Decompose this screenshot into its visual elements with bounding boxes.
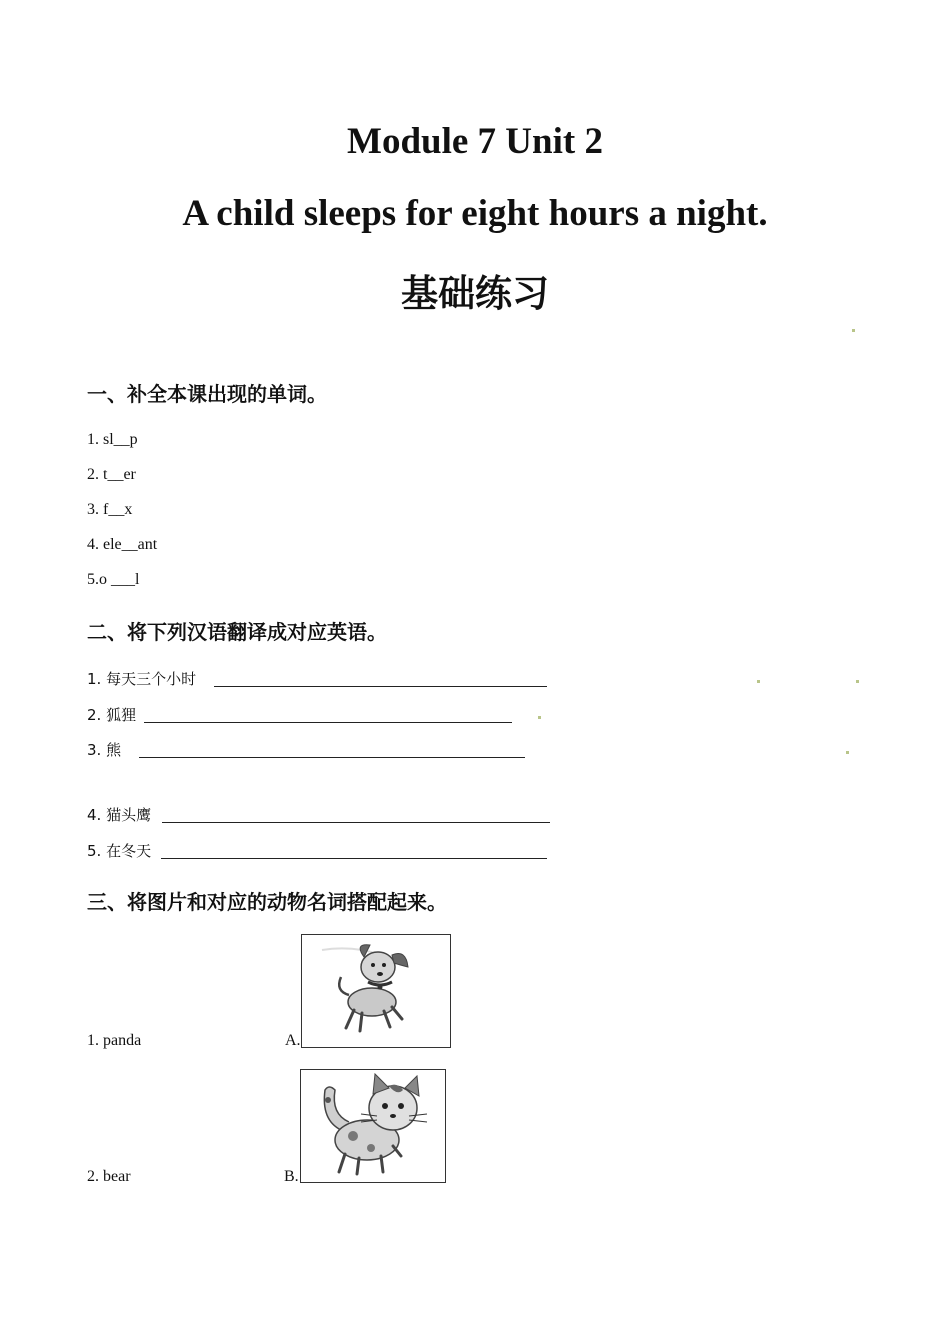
section-1-heading: 一、补全本课出现的单词。 <box>87 382 327 406</box>
answer-line[interactable] <box>144 722 512 723</box>
cat-illustration-icon <box>300 1069 446 1183</box>
page-title: Module 7 Unit 2 <box>347 121 603 162</box>
section-2-item-5: 5. 在冬天 <box>87 842 152 860</box>
match-word-2: 2. bear <box>87 1168 131 1185</box>
decor-dot <box>757 680 760 683</box>
section-1-item-4: 4. ele__ant <box>87 536 158 553</box>
answer-line[interactable] <box>139 757 525 758</box>
decor-dot <box>538 716 541 719</box>
section-1-item-5: 5.o ___l <box>87 571 140 588</box>
section-2-heading: 二、将下列汉语翻译成对应英语。 <box>87 620 387 644</box>
match-letter-a: A. <box>285 1032 301 1049</box>
decor-dot <box>846 751 849 754</box>
section-2-item-3: 3. 熊 <box>87 741 122 759</box>
answer-line[interactable] <box>161 858 547 859</box>
section-3-heading: 三、将图片和对应的动物名词搭配起来。 <box>87 890 447 914</box>
page-subtitle: A child sleeps for eight hours a night. <box>182 193 768 234</box>
dog-illustration-icon <box>301 934 451 1048</box>
section-1-item-1: 1. sl__p <box>87 431 138 448</box>
section-1-item-3: 3. f__x <box>87 501 133 518</box>
decor-dot <box>852 329 855 332</box>
section-2-item-2: 2. 狐狸 <box>87 706 137 724</box>
section-1-item-2: 2. t__er <box>87 466 136 483</box>
section-2-item-4: 4. 猫头鹰 <box>87 806 152 824</box>
answer-line[interactable] <box>162 822 550 823</box>
answer-line[interactable] <box>214 686 547 687</box>
section-2-item-1: 1. 每天三个小时 <box>87 670 197 688</box>
exercise-type: 基础练习 <box>401 272 549 315</box>
match-letter-b: B. <box>284 1168 299 1185</box>
decor-dot <box>856 680 859 683</box>
match-word-1: 1. panda <box>87 1032 142 1049</box>
